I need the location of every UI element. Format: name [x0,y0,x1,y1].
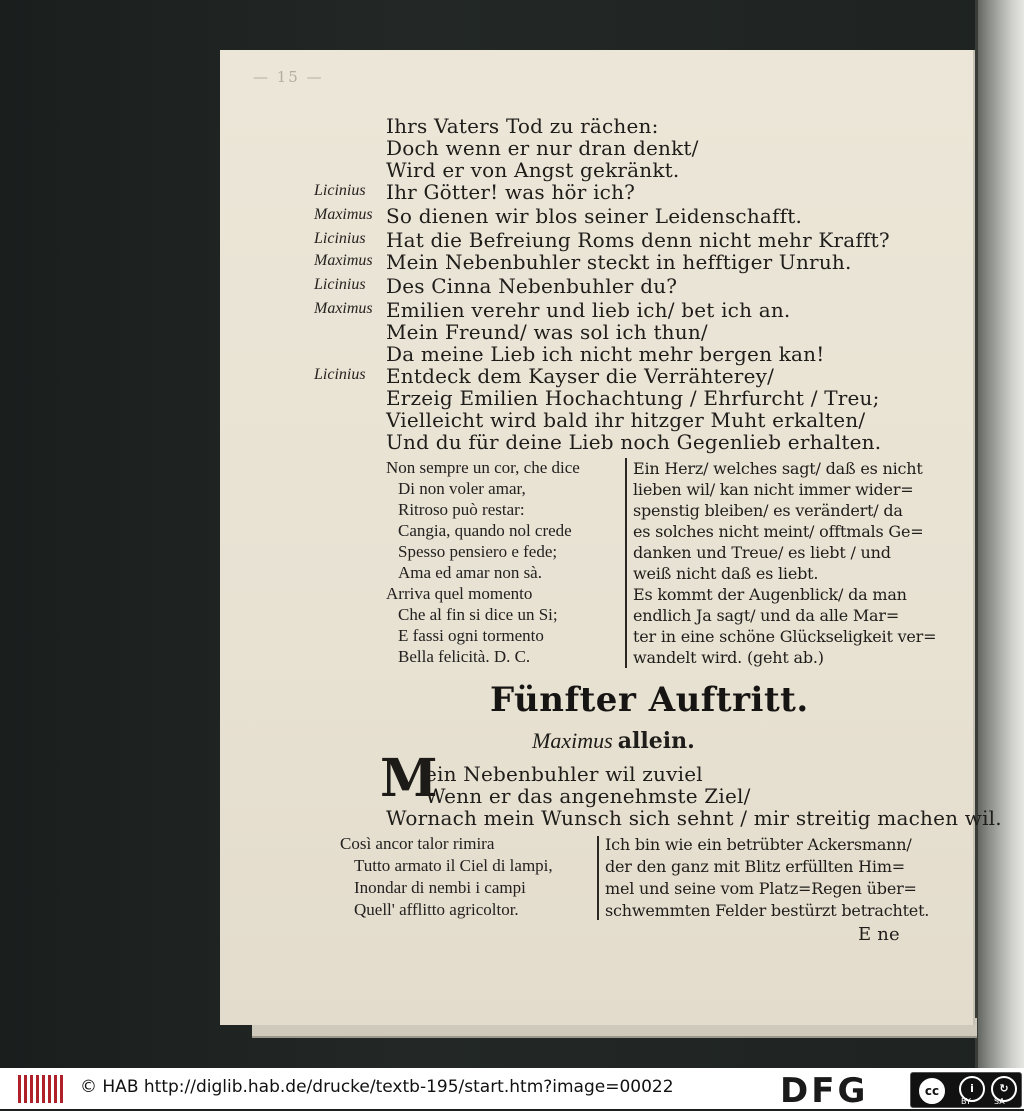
cc-by-label: BY [961,1097,971,1106]
footer-bar [0,1068,1024,1109]
page-folio: — 15 — [253,68,324,86]
verse-line: So dienen wir blos seiner Leidenschafft. [386,204,803,228]
verse-line: Vielleicht wird bald ihr hitzger Muht erkalten/ [386,408,866,432]
verse-line: Wird er von Angst gekränkt. [386,158,680,182]
aria-german-line: weiß nicht daß es liebt. [633,564,819,583]
verse-line: Und du für deine Lieb noch Gegenlieb erhalten. [386,430,882,454]
speaker-name: Maximus [314,206,373,223]
aria-german-line: lieben wil/ kan nicht immer wider= [633,480,914,499]
verse-line: Ihrs Vaters Tod zu rächen: [386,114,659,138]
character-name: Maximus [532,728,613,753]
aria-german-line: es solches nicht meint/ offtmals Ge= [633,522,924,541]
column-rule [597,836,599,920]
scene-heading: Fünfter Auftritt. [490,680,809,720]
facing-page-edge [975,0,1024,1068]
aria-italian-line: Ama ed amar non sà. [398,563,542,582]
speaker-name: Licinius [314,276,366,293]
verse-line: Wornach mein Wunsch sich sehnt / mir streitig machen wil. [386,806,1002,830]
hab-logo-icon [18,1075,64,1103]
verse-line: Des Cinna Nebenbuhler du? [386,274,678,298]
aria-italian-line: Arriva quel momento [386,584,533,603]
aria-italian-line: Bella felicità. D. C. [398,647,531,666]
aria-italian-line: Cangia, quando nol crede [398,521,572,540]
verse-line: Erzeig Emilien Hochachtung / Ehrfurcht / Treu; [386,386,880,410]
verse-line: Emilien verehr und lieb ich/ bet ich an. [386,298,791,322]
aria-italian-line: Inondar di nembi i campi [354,878,526,897]
aria-german-line: ter in eine schöne Glückseligkeit ver= [633,627,937,646]
verse-line: Wenn er das angenehmste Ziel/ [425,784,751,808]
verse-line: Mein Freund/ was sol ich thun/ [386,320,708,344]
verse-line: Hat die Befreiung Roms denn nicht mehr Krafft? [386,228,890,252]
verse-line: Mein Nebenbuhler steckt in hefftiger Unruh. [386,250,852,274]
aria-italian-line: Spesso pensiero e fede; [398,542,558,561]
speaker-name: Licinius [314,366,366,383]
copyright-link[interactable]: © HAB http://diglib.hab.de/drucke/textb-195/start.htm?image=00022 [80,1077,674,1097]
catchword: E ne [858,924,900,945]
verse-line: Entdeck dem Kayser die Verrähterey/ [386,364,775,388]
aria-german-line: mel und seine vom Platz=Regen über= [605,879,917,898]
aria-italian-line: Di non voler amar, [398,479,526,498]
speaker-name: Licinius [314,230,366,247]
scene-subheading [532,728,695,754]
cc-icon: cc [917,1076,947,1106]
aria-italian-line: Quell' afflitto agricoltor. [354,900,519,919]
aria-italian-line: Che al fin si dice un Si; [398,605,558,624]
cc-license-badge[interactable] [910,1072,1022,1108]
speaker-name: Maximus [314,300,373,317]
aria-german-line: Ein Herz/ welches sagt/ daß es nicht [633,459,923,478]
cc-sa-label: SA [994,1097,1005,1106]
aria-italian-line: Non sempre un cor, che dice [386,458,580,477]
verse-line: Ihr Götter! was hör ich? [386,180,636,204]
aria-german-line: endlich Ja sagt/ und da alle Mar= [633,606,900,625]
speaker-name: Maximus [314,252,373,269]
aria-italian-line: Ritroso può restar: [398,500,525,519]
verse-line: Da meine Lieb ich nicht mehr bergen kan! [386,342,825,366]
aria-german-line: der den ganz mit Blitz erfüllten Him= [605,857,906,876]
column-rule [625,458,627,668]
aria-german-line: Ich bin wie ein betrübter Ackersmann/ [605,835,912,854]
share-alike-icon: ↻ [991,1076,1017,1102]
speaker-name: Licinius [314,182,366,199]
aria-german-line: danken und Treue/ es liebt / und [633,543,891,562]
aria-german-line: wandelt wird. (geht ab.) [633,648,824,667]
aria-german-line: schwemmten Felder bestürzt betrachtet. [605,901,930,920]
aria-italian-line: E fassi ogni tormento [398,626,544,645]
aria-italian-line: Tutto armato il Ciel di lampi, [354,856,553,875]
drop-capital: M [380,748,438,809]
verse-line: Doch wenn er nur dran denkt/ [386,136,699,160]
dfg-logo: DFG [780,1071,869,1111]
aria-german-line: Es kommt der Augenblick/ da man [633,585,907,604]
aria-german-line: spenstig bleiben/ es verändert/ da [633,501,903,520]
aria-italian-line: Così ancor talor rimira [340,834,495,853]
verse-line: ein Nebenbuhler wil zuviel [425,762,703,786]
attribution-icon: i [959,1076,985,1102]
stage-direction: allein. [617,728,695,754]
